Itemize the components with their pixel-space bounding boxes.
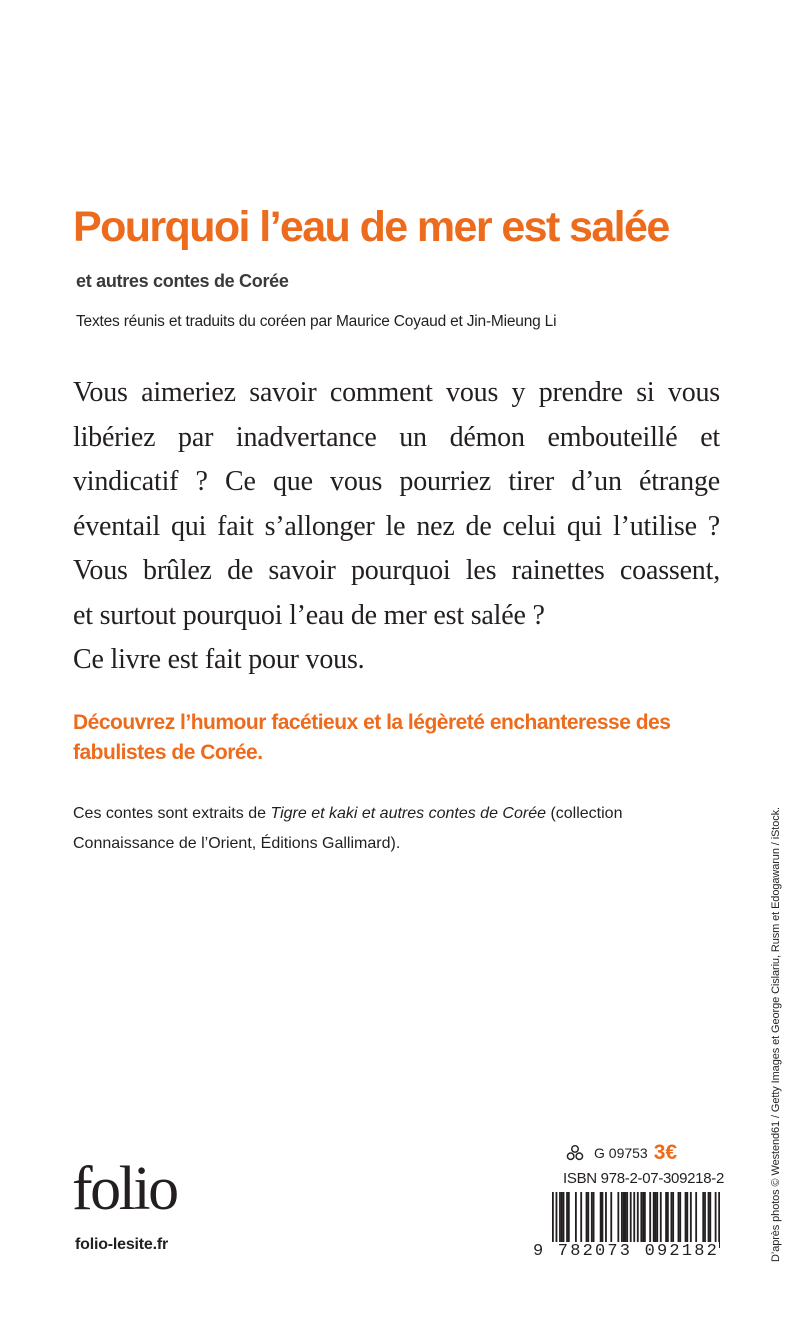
barcode-bar: [610, 1192, 612, 1242]
barcode-bar: [715, 1192, 717, 1248]
barcode-bar: [704, 1192, 706, 1242]
barcode-bar: [656, 1192, 658, 1242]
barcode-bar: [602, 1192, 604, 1242]
barcode-bar: [617, 1192, 619, 1242]
barcode-bar: [695, 1192, 697, 1242]
tagline-line: fabulistes de Corée.: [73, 741, 263, 764]
blurb-line: et surtout pourquoi l’eau de mer est salée ?: [73, 599, 545, 631]
source-note-line: [73, 799, 733, 829]
barcode-bar: [640, 1192, 642, 1242]
barcode-bar: [665, 1192, 667, 1242]
barcode-bar: [626, 1192, 628, 1242]
barcode-bar: [667, 1192, 669, 1242]
category-code: G 09753: [594, 1145, 648, 1161]
barcode-bar: [678, 1192, 680, 1242]
barcode-bar: [568, 1192, 570, 1242]
barcode-bar: [621, 1192, 623, 1242]
back-cover-blurb: [73, 371, 733, 683]
barcode-bar: [653, 1192, 655, 1242]
barcode-bar: [575, 1192, 577, 1242]
blurb-line: Ce livre est fait pour vous.: [73, 644, 365, 675]
barcode-bar: [679, 1192, 681, 1242]
barcode-bar: [552, 1192, 554, 1248]
barcode-bar: [660, 1192, 662, 1242]
ean-digits: 9 782073 092182: [533, 1242, 720, 1261]
barcode-bar: [718, 1192, 720, 1248]
barcode-bar: [655, 1192, 657, 1242]
source-note: [73, 799, 733, 859]
barcode-bar: [623, 1192, 625, 1242]
barcode-bar: [637, 1192, 639, 1248]
price-line: [566, 1140, 677, 1166]
barcode-bar: [672, 1192, 674, 1242]
source-suffix: (collection: [546, 805, 623, 822]
blurb-line: éventail qui fait s’allonger le nez de celui qui l’utilise ?: [73, 510, 720, 542]
barcode-bar: [580, 1192, 582, 1242]
ean-barcode: [552, 1192, 720, 1248]
barcode-bar: [561, 1192, 563, 1242]
barcode-bar: [644, 1192, 646, 1242]
barcode-bar: [708, 1192, 710, 1242]
barcode-bar: [642, 1192, 644, 1242]
barcode-bar: [625, 1192, 627, 1242]
source-prefix: Ces contes sont extraits de: [73, 805, 271, 822]
price: 3€: [653, 1141, 678, 1164]
photo-credit: D’après photos © Westend61 / Getty Images et George Cislariu, Rusm et Edogawarun / iStock.: [770, 806, 782, 1262]
tagline-line: Découvrez l’humour facétieux et la légèreté enchanteresse des: [73, 711, 671, 734]
source-book-title: Tigre et kaki et autres contes de Corée: [270, 805, 546, 822]
barcode-bar: [586, 1192, 588, 1242]
barcode-bar: [633, 1192, 635, 1248]
isbn: ISBN 978-2-07-309218-2: [563, 1170, 725, 1187]
blurb-line: Vous brûlez de savoir pourquoi les rainettes coassent,: [73, 555, 720, 586]
barcode-bar: [587, 1192, 589, 1242]
barcode-bar: [686, 1192, 688, 1242]
barcode-bar: [670, 1192, 672, 1242]
translator-credits: Textes réunis et traduits du coréen par Maurice Coyaud et Jin-Mieung Li: [76, 313, 557, 330]
barcode-bar: [593, 1192, 595, 1242]
barcode-bar: [559, 1192, 561, 1242]
source-note-line: Connaissance de l’Orient, Éditions Gallimard).: [73, 835, 401, 852]
tagline: [73, 708, 733, 768]
blurb-line: Vous aimeriez savoir comment vous y prendre si vous: [73, 377, 720, 408]
blurb-line: libériez par inadvertance un démon embouteillé et: [73, 421, 720, 453]
blurb-line: vindicatif ? Ce que vous pourriez tirer d’un étrange: [73, 466, 720, 497]
barcode-bar: [630, 1192, 632, 1242]
barcode-bar: [556, 1192, 558, 1248]
barcode-bar: [563, 1192, 565, 1242]
barcode-bar: [605, 1192, 607, 1242]
folio-logo: folio: [72, 1155, 177, 1223]
book-title: Pourquoi l’eau de mer est salée: [73, 203, 669, 251]
barcode-bar: [709, 1192, 711, 1242]
barcode-bar: [690, 1192, 692, 1242]
barcode-bar: [600, 1192, 602, 1242]
folio-category-icon: [566, 1144, 584, 1162]
barcode-bar: [685, 1192, 687, 1242]
publisher-website: folio-lesite.fr: [75, 1236, 169, 1253]
barcode-bar: [649, 1192, 651, 1242]
barcode-bar: [566, 1192, 568, 1242]
barcode-bar: [591, 1192, 593, 1242]
barcode-bar: [702, 1192, 704, 1242]
book-subtitle: et autres contes de Corée: [76, 271, 289, 291]
